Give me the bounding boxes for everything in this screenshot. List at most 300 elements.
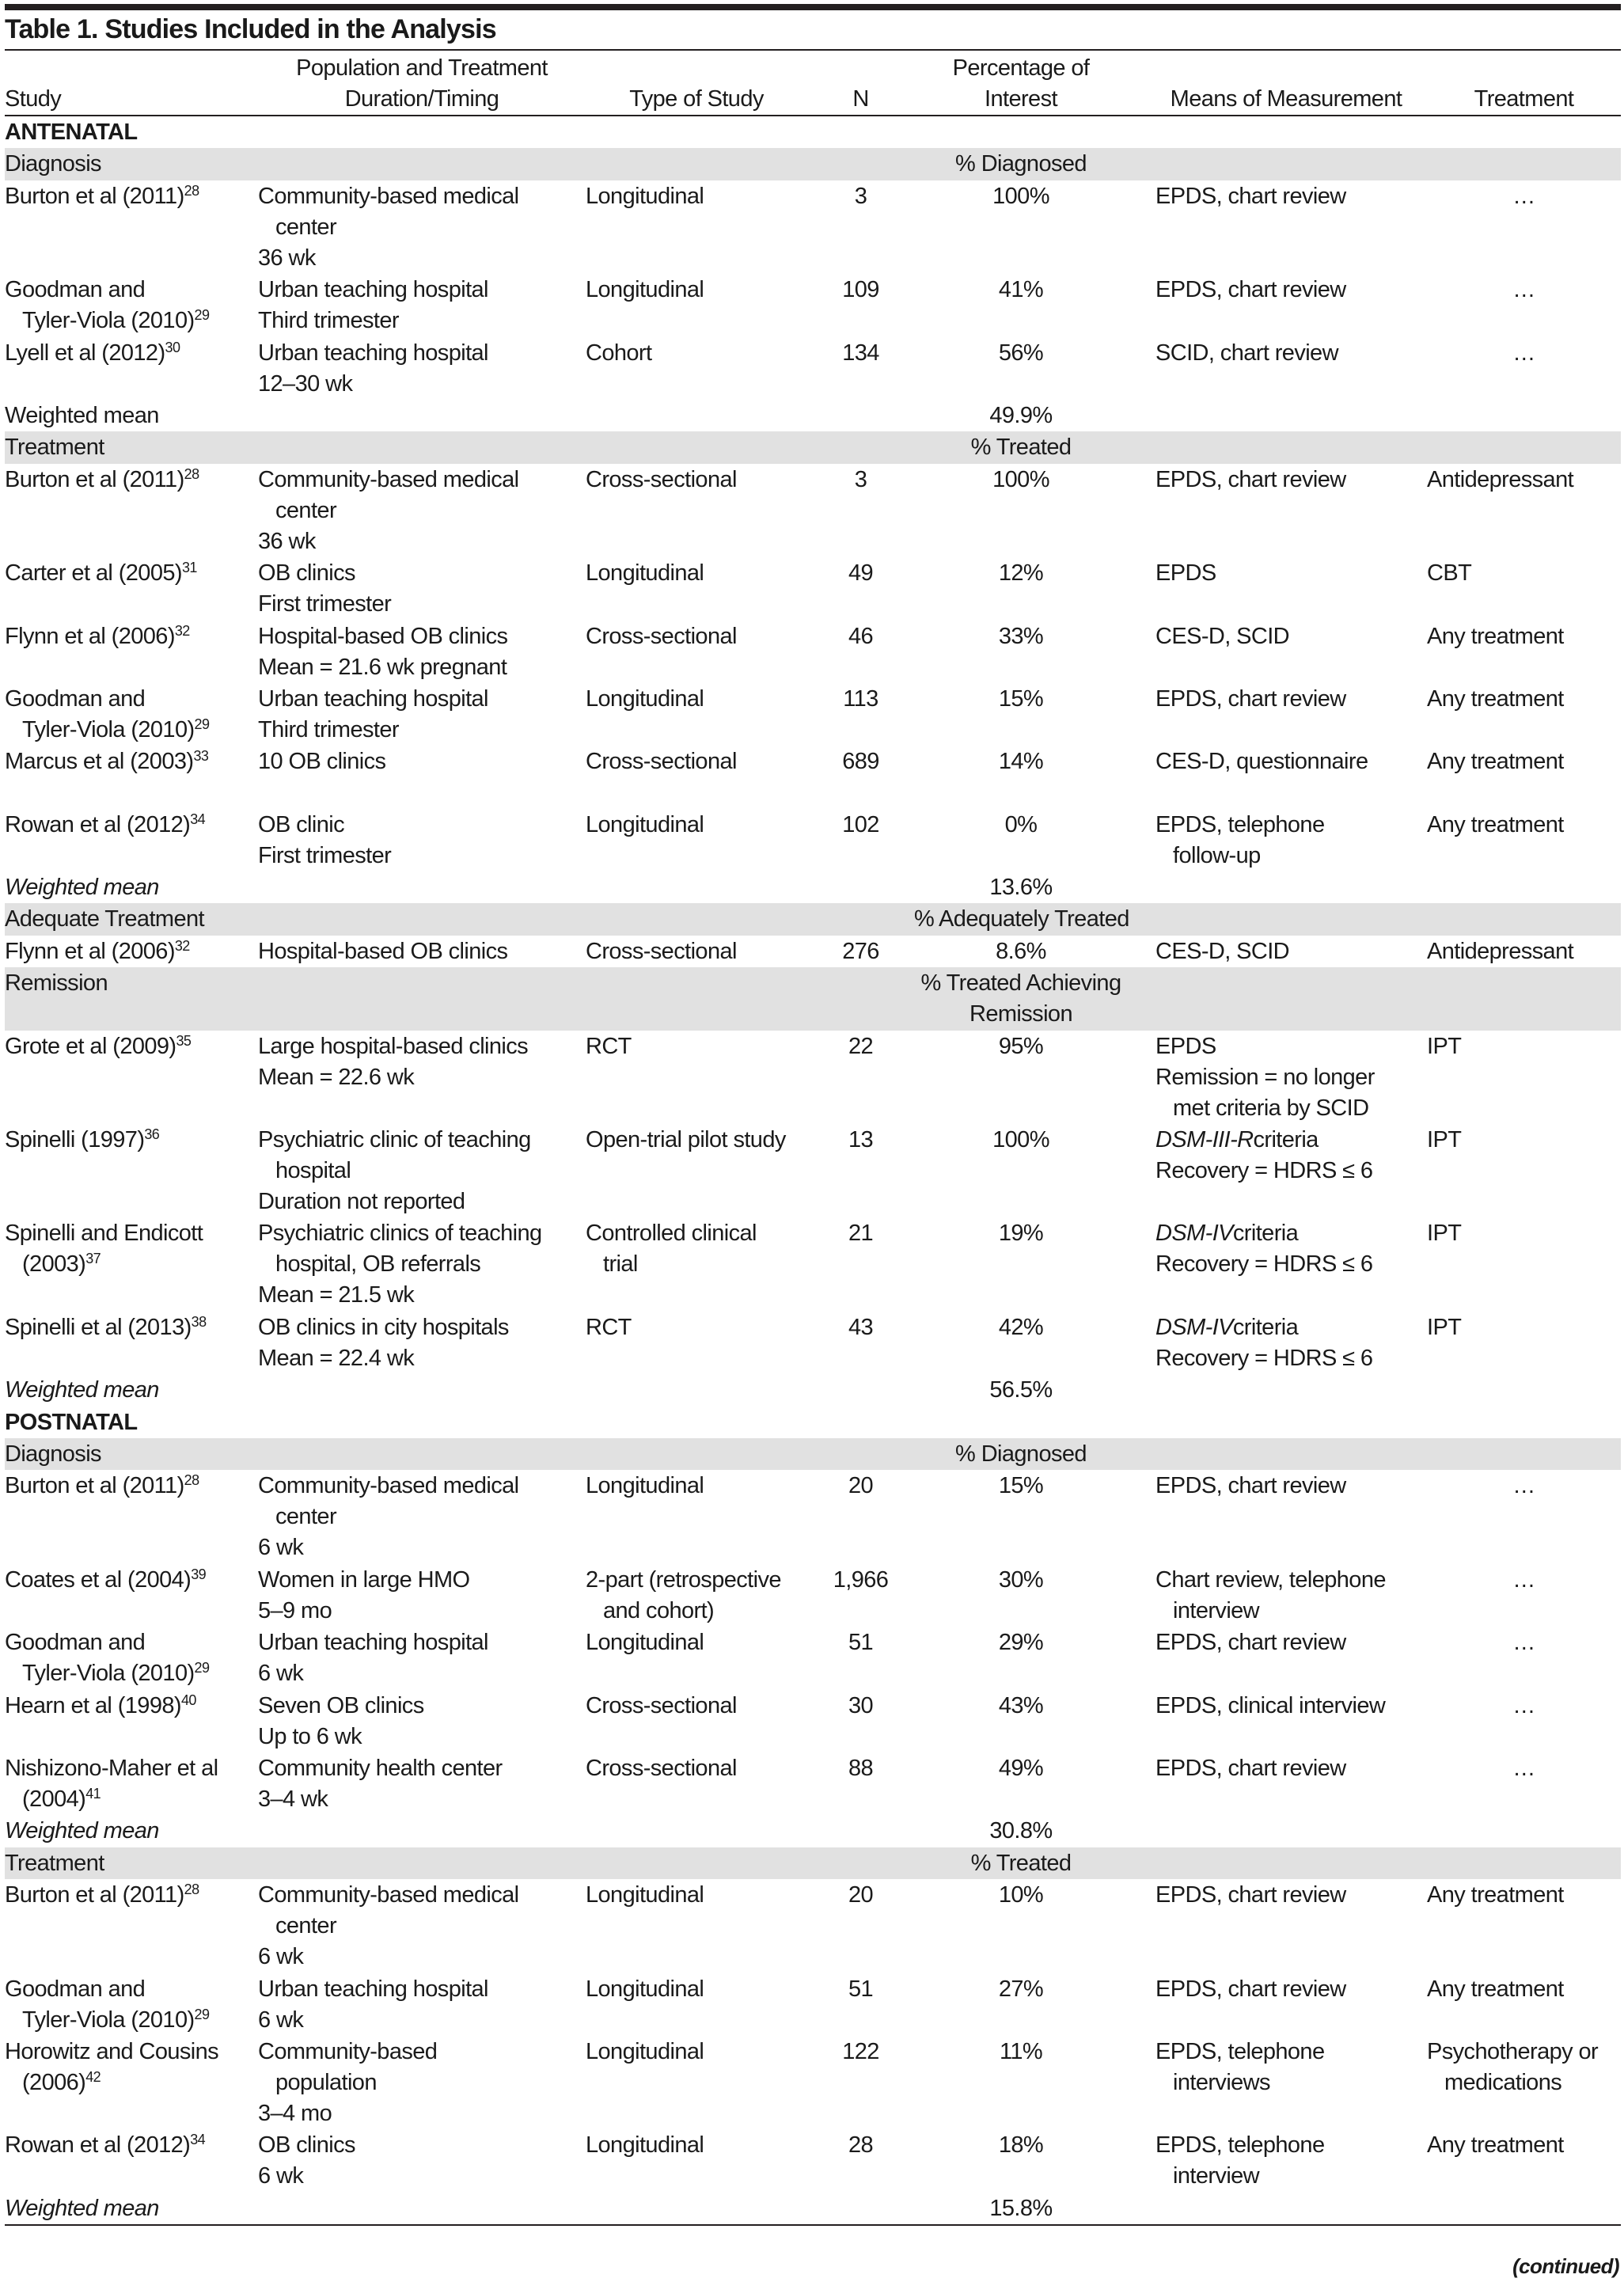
text: criteria — [1232, 1221, 1299, 1247]
text: … — [1512, 277, 1535, 303]
text: Duration/Timing — [344, 86, 499, 112]
pct-cell — [914, 181, 1128, 274]
cell-line — [1155, 1596, 1417, 1627]
reference-number: 38 — [191, 1313, 207, 1330]
measure-cell — [1128, 181, 1417, 274]
cell-line — [1155, 1125, 1417, 1156]
cell-line — [1155, 1753, 1417, 1784]
cell-line — [5, 1627, 258, 1658]
cell-line: 43% — [998, 1692, 1044, 1718]
cell-line — [586, 84, 807, 115]
treatment-cell — [1417, 1627, 1621, 1689]
text: … — [1512, 1566, 1535, 1593]
cell-line — [258, 2161, 586, 2192]
n-cell — [807, 1565, 914, 1627]
pct-cell — [914, 465, 1128, 557]
cell-line — [914, 1439, 1128, 1470]
table-row — [5, 274, 1621, 336]
text: 36 wk — [258, 528, 316, 554]
measure-cell — [1128, 338, 1417, 400]
cell-line — [258, 1658, 586, 1689]
n-cell — [807, 1031, 914, 1124]
cell-line — [5, 715, 258, 746]
treatment-cell — [1417, 936, 1621, 967]
text: interview — [1173, 2163, 1260, 2189]
weighted-mean-row — [5, 2193, 1621, 2226]
cell-line — [258, 369, 586, 400]
cell-line — [258, 243, 586, 274]
table-row — [5, 1627, 1621, 1689]
reference-number: 28 — [184, 182, 199, 199]
text: Community-based medical — [258, 466, 519, 492]
pop-cell — [258, 810, 586, 871]
cell-line — [5, 746, 258, 777]
cell-line — [258, 1280, 586, 1311]
n-cell — [807, 936, 914, 967]
cell-line — [914, 84, 1128, 115]
treatment-cell — [1417, 1218, 1621, 1311]
text: Cohort — [586, 340, 652, 366]
text: OB clinics — [258, 560, 355, 587]
treatment-cell — [1417, 558, 1621, 620]
text: Antidepressant — [1427, 938, 1574, 964]
treatment-cell — [1417, 1974, 1621, 2036]
weighted-mean-label: Weighted mean — [5, 1377, 159, 1403]
text: Any treatment — [1427, 811, 1564, 837]
subgroup-label: Treatment — [5, 435, 104, 461]
text: Burton et al (2011) — [5, 1473, 184, 1499]
text: Urban teaching hospital — [258, 1630, 488, 1656]
pct-cell — [914, 936, 1128, 967]
text: Any treatment — [1427, 1976, 1564, 2002]
reference-number: 40 — [180, 1692, 196, 1708]
measure-cell — [1128, 2130, 1417, 2192]
text: (2004) — [22, 1786, 86, 1812]
text: % Treated Achieving — [920, 970, 1121, 997]
treatment-cell — [1417, 810, 1621, 871]
cell-line: 49 — [848, 560, 874, 587]
study-cell — [5, 1974, 258, 2036]
cell-line — [258, 1343, 586, 1374]
type-cell — [586, 1627, 807, 1689]
study-cell — [5, 1880, 258, 1973]
cell-line: 10% — [998, 1882, 1044, 1908]
cell-line: 21 — [848, 1221, 874, 1247]
weighted-mean-value: 56.5% — [989, 1377, 1053, 1403]
cell-line: 41% — [998, 277, 1044, 303]
table-row — [5, 1470, 1621, 1563]
cell-line — [1427, 746, 1621, 777]
weighted-mean-value: 30.8% — [989, 1818, 1053, 1844]
n-cell — [807, 1880, 914, 1973]
text: Community-based medical — [258, 1882, 519, 1908]
text: trial — [603, 1251, 638, 1278]
cell-line: 11% — [999, 2038, 1043, 2064]
cell-line — [258, 181, 586, 212]
pct-cell — [914, 1753, 1128, 1815]
cell-line — [258, 652, 586, 683]
pct-cell — [914, 2130, 1128, 2192]
reference-number: 29 — [194, 716, 210, 732]
cell-line — [258, 589, 586, 620]
cell-line — [1427, 1753, 1621, 1784]
weighted-mean-label: Weighted mean — [5, 875, 159, 901]
treatment-cell — [1417, 338, 1621, 400]
study-cell — [5, 1031, 258, 1124]
text: EPDS — [1155, 1033, 1216, 1059]
pct-cell — [914, 338, 1128, 400]
text: hospital, OB referrals — [275, 1251, 481, 1278]
n-cell — [807, 1627, 914, 1689]
cell-line: 3 — [854, 466, 867, 492]
text: N — [852, 86, 869, 112]
text: (2003) — [22, 1251, 86, 1278]
text: met criteria by SCID — [1173, 1095, 1369, 1121]
text: EPDS, telephone — [1155, 2038, 1325, 2064]
pop-cell — [258, 621, 586, 683]
cell-line — [5, 465, 258, 496]
cell-line — [586, 1218, 807, 1249]
cell-line: 15% — [998, 685, 1044, 712]
text: Urban teaching hospital — [258, 1976, 488, 2002]
text: Recovery = HDRS ≤ 6 — [1155, 1345, 1373, 1371]
pop-cell — [258, 1125, 586, 1217]
text: Coates et al (2004) — [5, 1566, 192, 1593]
treatment-cell — [1417, 1471, 1621, 1563]
measure-cell — [1128, 1627, 1417, 1689]
top-rule — [5, 4, 1621, 10]
cell-line — [5, 1471, 258, 1502]
type-cell — [586, 1125, 807, 1217]
cell-line — [586, 1125, 807, 1156]
cell-line — [258, 715, 586, 746]
cell-line — [258, 306, 586, 336]
table-row — [5, 1690, 1621, 1752]
text: center — [275, 214, 336, 240]
study-cell — [5, 1627, 258, 1689]
cell-line: 43 — [848, 1314, 874, 1340]
cell-line — [586, 558, 807, 589]
text: EPDS, chart review — [1155, 1630, 1346, 1656]
subgroup-label: Remission — [5, 970, 108, 997]
cell-line — [586, 810, 807, 841]
pop-cell — [258, 684, 586, 746]
pct-cell — [914, 1974, 1128, 2036]
cell-line — [1427, 2037, 1621, 2067]
reference-number: 30 — [165, 339, 180, 355]
text: Longitudinal — [586, 560, 704, 587]
text: Chart review, telephone — [1155, 1566, 1386, 1593]
cell-line — [586, 1691, 807, 1722]
reference-number: 31 — [181, 560, 197, 576]
reference-number: 29 — [194, 307, 210, 324]
text: 6 wk — [258, 1535, 304, 1561]
study-cell — [5, 810, 258, 871]
cell-line — [1427, 1218, 1621, 1249]
cell-line — [5, 1658, 258, 1689]
cell-line: 113 — [843, 685, 878, 712]
pct-cell — [914, 1565, 1128, 1627]
reference-number: 37 — [85, 1251, 101, 1267]
cell-line: 15% — [998, 1473, 1044, 1499]
type-cell — [586, 2130, 807, 2192]
table-row — [5, 1564, 1621, 1627]
text: center — [275, 1504, 336, 1530]
text: Longitudinal — [586, 277, 704, 303]
measure-cell — [1128, 2037, 1417, 2129]
cell-line — [258, 1784, 586, 1815]
subgroup-heading — [5, 1438, 1621, 1470]
cell-line — [586, 1974, 807, 2005]
text: Means of Measurement — [1170, 86, 1402, 112]
n-cell — [807, 275, 914, 336]
text: Longitudinal — [586, 685, 704, 712]
pop-cell — [258, 1031, 586, 1124]
n-cell — [807, 684, 914, 746]
type-cell — [586, 1031, 807, 1124]
text: Cross-sectional — [586, 1692, 737, 1718]
text: SCID, chart review — [1155, 340, 1338, 366]
cell-line — [5, 2005, 258, 2036]
n-cell — [807, 2130, 914, 2192]
study-cell — [5, 1125, 258, 1217]
n-cell — [807, 1974, 914, 2036]
text: center — [275, 1913, 336, 1939]
cell-line — [1155, 2067, 1417, 2098]
text: Rowan et al (2012) — [5, 811, 191, 837]
cell-line — [1155, 1249, 1417, 1280]
cell-line — [1155, 1093, 1417, 1124]
text: IPT — [1427, 1127, 1462, 1153]
study-cell — [5, 1312, 258, 1374]
cell-line — [586, 1471, 807, 1502]
cell-line: 14% — [998, 749, 1044, 775]
cell-line — [586, 465, 807, 496]
measure-cell — [1128, 1312, 1417, 1374]
weighted-mean-row — [5, 1815, 1621, 1847]
measure-cell — [1128, 465, 1417, 557]
treatment-cell — [1417, 621, 1621, 683]
n-cell — [807, 810, 914, 871]
n-cell — [807, 2037, 914, 2129]
cell-line — [5, 1218, 258, 1249]
cell-line — [5, 338, 258, 369]
text: follow-up — [1173, 842, 1261, 868]
n-cell — [807, 621, 914, 683]
reference-number: 34 — [190, 811, 206, 827]
study-cell — [5, 1218, 258, 1311]
text: Urban teaching hospital — [258, 277, 488, 303]
treatment-cell — [1417, 1691, 1621, 1752]
cell-line — [258, 2005, 586, 2036]
cell-line — [1155, 558, 1417, 589]
type-cell — [586, 1691, 807, 1752]
cell-line — [1427, 1627, 1621, 1658]
cell-line: 276 — [842, 938, 879, 964]
text: Hospital-based OB clinics — [258, 623, 508, 649]
continued-note: (continued) — [1512, 2254, 1619, 2278]
text: Large hospital-based clinics — [258, 1033, 529, 1059]
text: Cross-sectional — [586, 1755, 737, 1781]
study-cell — [5, 936, 258, 967]
treatment-cell — [1417, 684, 1621, 746]
text: EPDS, chart review — [1155, 1755, 1346, 1781]
text: Interest — [985, 86, 1057, 112]
text: Flynn et al (2006) — [5, 938, 175, 964]
type-cell — [586, 1753, 807, 1815]
type-cell — [586, 1565, 807, 1627]
pct-cell — [914, 1312, 1128, 1374]
table-row — [5, 1031, 1621, 1124]
treatment-cell — [1417, 746, 1621, 808]
cell-line — [258, 275, 586, 306]
cell-line: 33% — [998, 623, 1044, 649]
text: Burton et al (2011) — [5, 466, 184, 492]
section-label: ANTENATAL — [5, 120, 138, 145]
pop-cell — [258, 936, 586, 967]
type-cell — [586, 275, 807, 336]
title-rule — [5, 49, 1621, 51]
type-cell — [586, 338, 807, 400]
text: Cross-sectional — [586, 466, 737, 492]
cell-line — [5, 621, 258, 652]
weighted-mean-value: 15.8% — [989, 2195, 1053, 2221]
measure-cell — [1128, 1753, 1417, 1815]
cell-line — [258, 1911, 586, 1942]
table-row — [5, 557, 1621, 620]
reference-number: 39 — [191, 1566, 207, 1582]
text: Carter et al (2005) — [5, 560, 182, 587]
text: 6 wk — [258, 2163, 304, 2189]
cell-line — [586, 1596, 807, 1627]
text: Longitudinal — [586, 1976, 704, 2002]
measure-cell — [1128, 1880, 1417, 1973]
text: … — [1512, 1630, 1535, 1656]
cell-line — [5, 1974, 258, 2005]
table-row — [5, 809, 1621, 871]
text: Cross-sectional — [586, 749, 737, 775]
n-cell — [807, 1218, 914, 1311]
cell-line — [258, 2130, 586, 2161]
reference-number: 28 — [184, 465, 199, 482]
text: hospital — [275, 1158, 351, 1184]
text: Urban teaching hospital — [258, 685, 488, 712]
cell-line — [586, 275, 807, 306]
text: % Treated — [970, 435, 1072, 461]
cell-line — [1427, 338, 1621, 369]
measure-cell — [1128, 1031, 1417, 1124]
type-cell — [586, 1218, 807, 1311]
pop-cell — [258, 746, 586, 808]
text: Tyler-Viola (2010) — [22, 2007, 195, 2033]
subgroup-heading — [5, 148, 1621, 180]
text: Longitudinal — [586, 1630, 704, 1656]
text: OB clinic — [258, 811, 345, 837]
subgroup-percentage-label — [914, 904, 1128, 935]
cell-line — [1427, 1880, 1621, 1911]
text: interview — [1173, 1597, 1260, 1623]
cell-line: 42% — [998, 1314, 1044, 1340]
treatment-cell — [1417, 181, 1621, 274]
pop-cell — [258, 2037, 586, 2129]
text: Longitudinal — [586, 2038, 704, 2064]
cell-line — [1155, 338, 1417, 369]
text: EPDS, chart review — [1155, 685, 1346, 712]
text: EPDS, telephone — [1155, 2132, 1325, 2159]
table-row — [5, 1752, 1621, 1815]
text: Tyler-Viola (2010) — [22, 1661, 195, 1687]
text: CES-D, SCID — [1155, 623, 1290, 649]
reference-number: 29 — [194, 2006, 210, 2022]
cell-line — [586, 621, 807, 652]
table-row — [5, 464, 1621, 557]
table-row — [5, 746, 1621, 808]
cell-line — [258, 1532, 586, 1563]
pop-cell — [258, 275, 586, 336]
cell-line — [5, 181, 258, 212]
text: % Diagnosed — [955, 151, 1087, 177]
subgroup-percentage-label — [914, 1439, 1128, 1470]
text: % Treated — [970, 1850, 1072, 1876]
cell-line: 46 — [848, 623, 874, 649]
reference-number: 32 — [174, 937, 190, 954]
text: Nishizono-Maher et al — [5, 1755, 218, 1781]
table-row — [5, 1879, 1621, 1973]
study-cell — [5, 275, 258, 336]
table-row — [5, 936, 1621, 967]
table-row — [5, 683, 1621, 746]
cell-line — [807, 84, 914, 115]
cell-line — [1427, 84, 1621, 115]
text: EPDS — [1155, 560, 1216, 587]
subgroup-heading — [5, 903, 1621, 935]
italic-text: DSM-III-R — [1155, 1127, 1254, 1153]
cell-line — [1427, 2130, 1621, 2161]
measure-cell — [1128, 684, 1417, 746]
cell-line — [1427, 181, 1621, 212]
pop-cell — [258, 1691, 586, 1752]
treatment-cell — [1417, 1031, 1621, 1124]
text: 6 wk — [258, 1661, 304, 1687]
text: Psychiatric clinic of teaching — [258, 1127, 531, 1153]
cell-line — [1155, 275, 1417, 306]
pct-cell — [914, 1031, 1128, 1124]
cell-line — [258, 465, 586, 496]
type-cell — [586, 621, 807, 683]
treatment-cell — [1417, 1125, 1621, 1217]
n-cell — [807, 1753, 914, 1815]
text: Treatment — [1474, 86, 1574, 112]
cell-line — [5, 1565, 258, 1596]
cell-line — [586, 1753, 807, 1784]
study-cell — [5, 2037, 258, 2129]
cell-line — [5, 1249, 258, 1280]
cell-line: 134 — [842, 340, 879, 366]
cell-line — [258, 1249, 586, 1280]
cell-line: 19% — [998, 1221, 1044, 1247]
cell-line — [1155, 1343, 1417, 1374]
cell-line — [258, 1156, 586, 1187]
reference-number: 36 — [144, 1126, 160, 1143]
cell-line — [258, 84, 586, 115]
pct-cell — [914, 684, 1128, 746]
cell-line — [5, 1031, 258, 1062]
study-cell — [5, 746, 258, 808]
pct-cell — [914, 1627, 1128, 1689]
cell-line: 689 — [842, 749, 879, 775]
column-header — [258, 53, 586, 115]
cell-line — [258, 810, 586, 841]
